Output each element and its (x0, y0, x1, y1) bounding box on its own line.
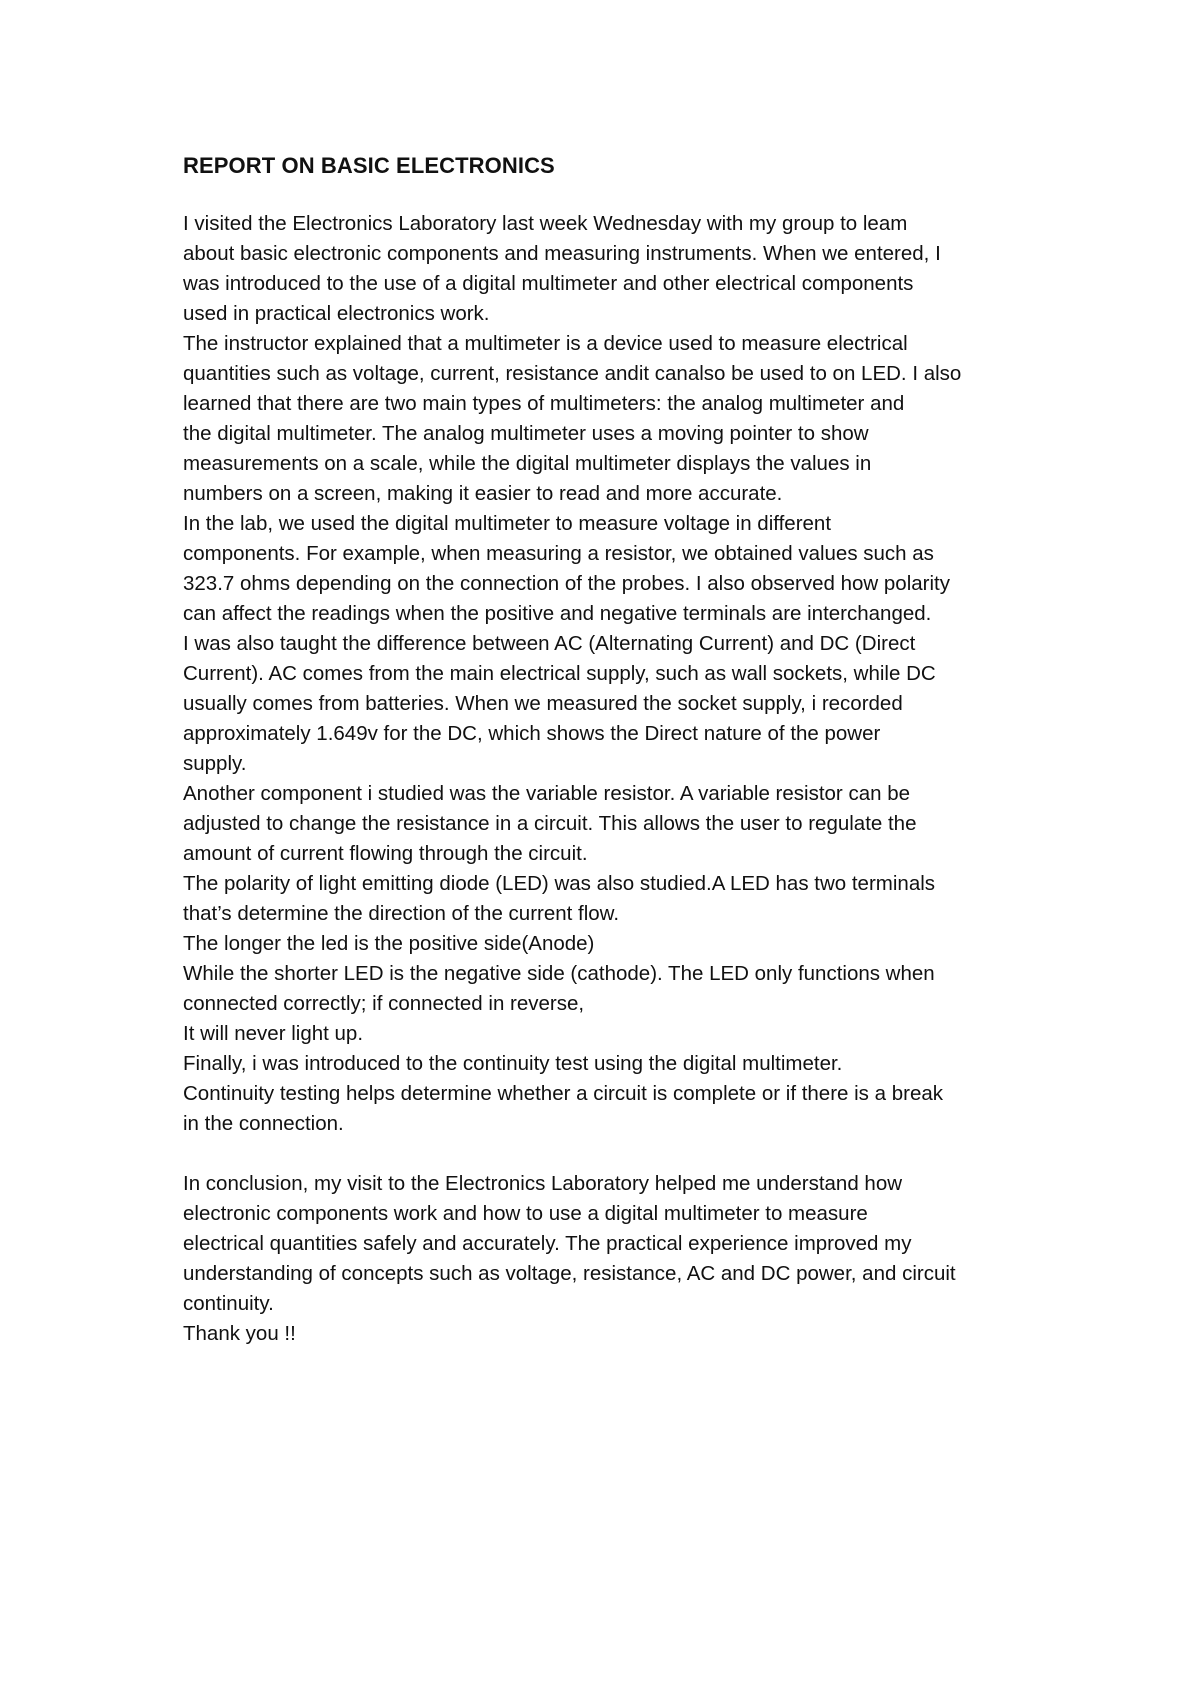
body-line: components. For example, when measuring a resistor, we obtained values such as (183, 542, 934, 565)
body-line: I visited the Electronics Laboratory last week Wednesday with my group to leam (183, 212, 908, 235)
body-line: in the connection. (183, 1112, 344, 1135)
body-line: about basic electronic components and measuring instruments. When we entered, I (183, 242, 941, 265)
body-line: The longer the led is the positive side(Anode) (183, 932, 595, 955)
body-line: the digital multimeter. The analog multimeter uses a moving pointer to show (183, 422, 869, 445)
conclusion-line: understanding of concepts such as voltage, resistance, AC and DC power, and circuit (183, 1262, 956, 1285)
body-line: The polarity of light emitting diode (LED) was also studied.A LED has two terminals (183, 872, 936, 895)
paragraph-spacer (183, 1139, 1083, 1169)
body-line: Another component i studied was the variable resistor. A variable resistor can be (183, 782, 911, 805)
body-line: used in practical electronics work. (183, 302, 490, 325)
body-line: In the lab, we used the digital multimeter to measure voltage in different (183, 512, 832, 535)
body-line: amount of current flowing through the circuit. (183, 842, 588, 865)
conclusion-line: continuity. (183, 1292, 274, 1315)
closing-line: Thank you !! (183, 1322, 296, 1345)
body-line: supply. (183, 752, 247, 775)
conclusion-paragraph (183, 1169, 1083, 1349)
document-body (183, 151, 1083, 1349)
page-title: REPORT ON BASIC ELECTRONICS (183, 153, 555, 178)
body-line: learned that there are two main types of multimeters: the analog multimeter and (183, 392, 905, 415)
body-line: approximately 1.649v for the DC, which shows the Direct nature of the power (183, 722, 881, 745)
body-paragraphs (183, 209, 1083, 1139)
body-line: Continuity testing helps determine whether a circuit is complete or if there is a break (183, 1082, 944, 1105)
conclusion-line: electrical quantities safely and accurately. The practical experience improved my (183, 1232, 912, 1255)
body-line: was introduced to the use of a digital multimeter and other electrical components (183, 272, 914, 295)
body-line: While the shorter LED is the negative side (cathode). The LED only functions when (183, 962, 935, 985)
body-line: quantities such as voltage, current, resistance andit canalso be used to on LED. I also (183, 362, 962, 385)
body-line: adjusted to change the resistance in a circuit. This allows the user to regulate the (183, 812, 917, 835)
body-line: measurements on a scale, while the digital multimeter displays the values in (183, 452, 872, 475)
conclusion-line: In conclusion, my visit to the Electronics Laboratory helped me understand how (183, 1172, 903, 1195)
body-line: Finally, i was introduced to the continuity test using the digital multimeter. (183, 1052, 843, 1075)
body-line: Current). AC comes from the main electrical supply, such as wall sockets, while DC (183, 662, 936, 685)
body-line: 323.7 ohms depending on the connection of the probes. I also observed how polarity (183, 572, 950, 595)
body-line: numbers on a screen, making it easier to read and more accurate. (183, 482, 783, 505)
conclusion-line: electronic components work and how to use a digital multimeter to measure (183, 1202, 868, 1225)
body-line: It will never light up. (183, 1022, 364, 1045)
body-line: I was also taught the difference between AC (Alternating Current) and DC (Direct (183, 632, 916, 655)
body-line: can affect the readings when the positive and negative terminals are interchanged. (183, 602, 932, 625)
body-line: that’s determine the direction of the current flow. (183, 902, 620, 925)
body-line: The instructor explained that a multimeter is a device used to measure electrical (183, 332, 908, 355)
body-line: connected correctly; if connected in reverse, (183, 992, 585, 1015)
body-line: usually comes from batteries. When we measured the socket supply, i recorded (183, 692, 903, 715)
